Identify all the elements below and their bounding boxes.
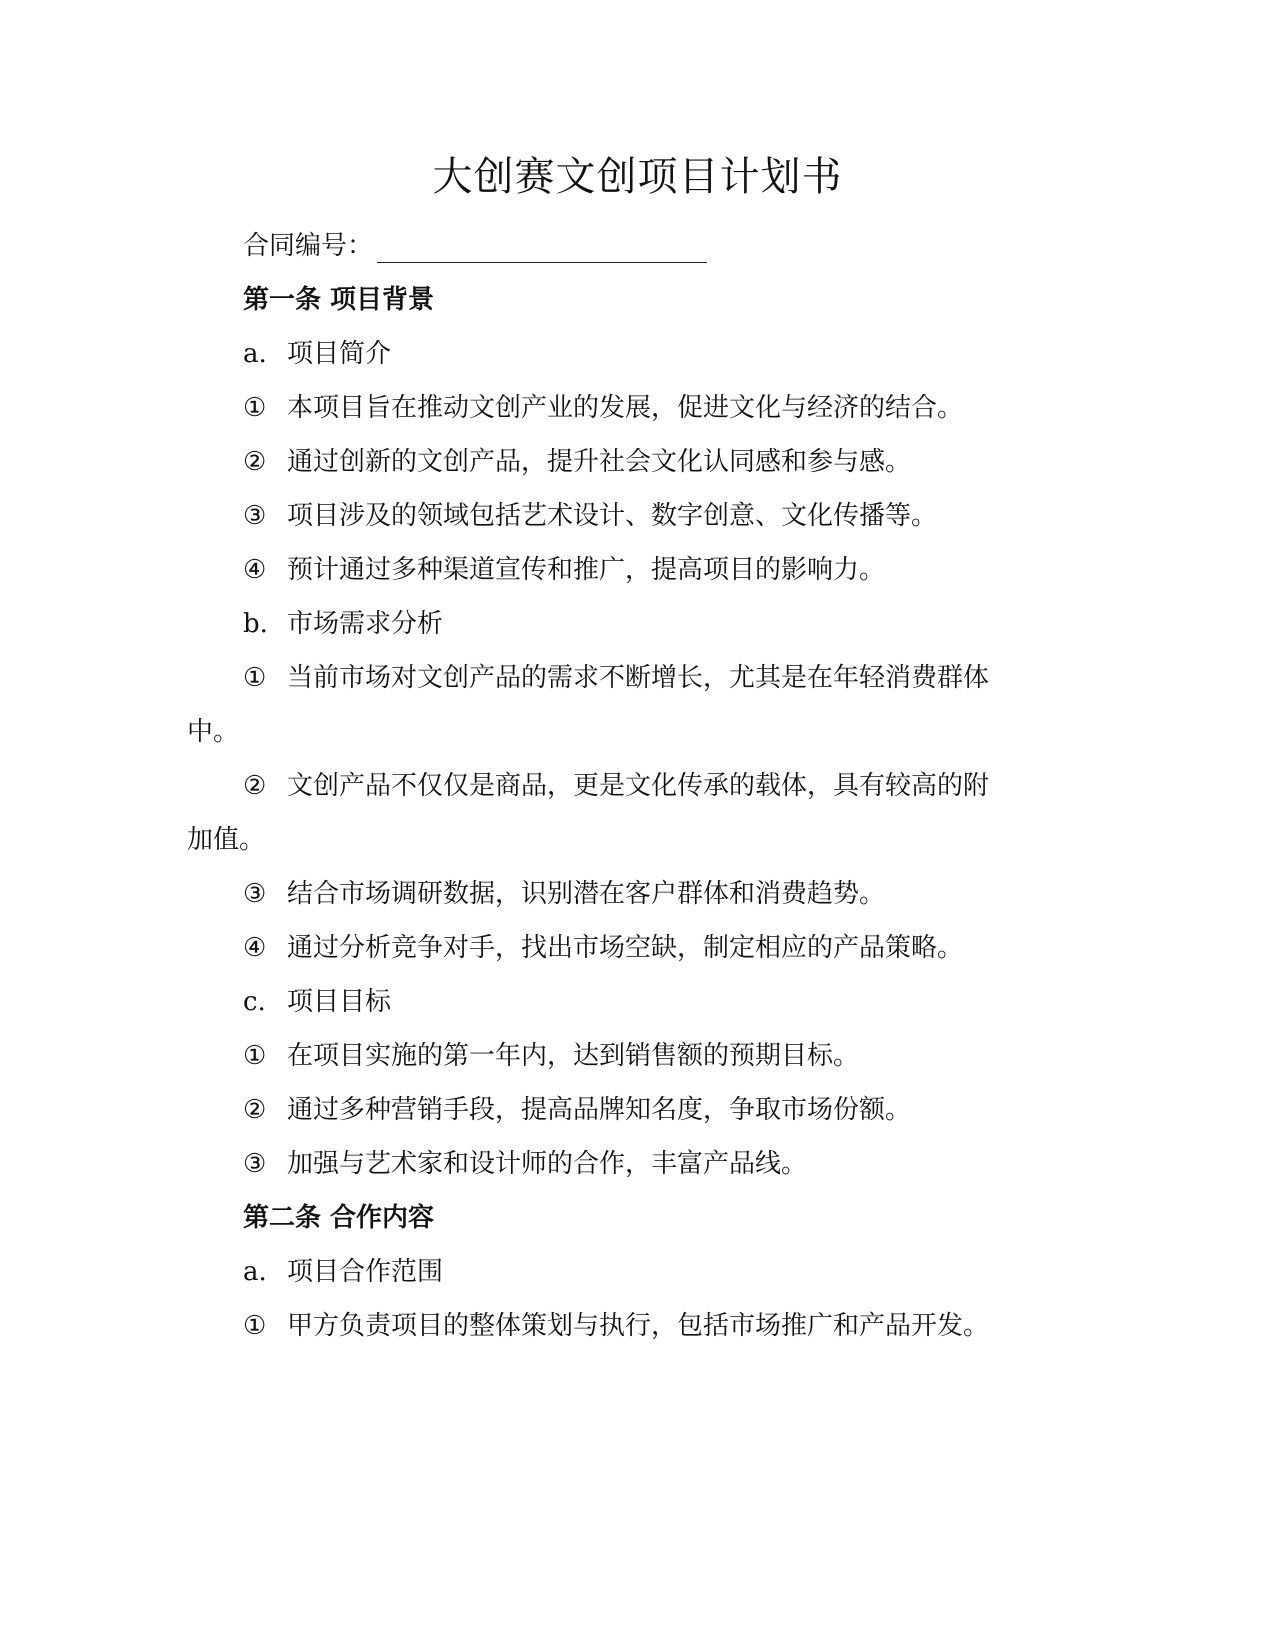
item-text: 预计通过多种渠道宣传和推广，提高项目的影响力。 — [287, 555, 886, 585]
list-item — [243, 1093, 1073, 1127]
item-marker: ① — [243, 663, 267, 693]
item-marker: ② — [243, 771, 267, 801]
list-item-continuation: 中。 — [187, 717, 240, 747]
list-item — [243, 661, 1073, 695]
item-text: 当前市场对文创产品的需求不断增长，尤其是在年轻消费群体 — [287, 663, 990, 693]
section-marker: a. — [243, 1257, 267, 1287]
item-text: 加强与艺术家和设计师的合作，丰富产品线。 — [287, 1149, 808, 1179]
section-2a-heading — [243, 1255, 1073, 1289]
list-item — [243, 391, 1073, 425]
item-marker: ④ — [243, 555, 267, 585]
item-text: 甲方负责项目的整体策划与执行，包括市场推广和产品开发。 — [287, 1311, 990, 1341]
article-2-heading: 第二条 合作内容 — [243, 1203, 435, 1233]
item-text: 在项目实施的第一年内，达到销售额的预期目标。 — [287, 1041, 860, 1071]
list-item — [243, 931, 1073, 965]
list-item — [243, 1309, 1073, 1343]
list-item — [243, 1039, 1073, 1073]
document-title: 大创赛文创项目计划书 — [432, 154, 843, 200]
item-marker: ② — [243, 1095, 267, 1125]
list-item — [243, 877, 1073, 911]
contract-number-label: 合同编号： — [243, 231, 374, 261]
section-marker: b. — [243, 609, 268, 639]
list-item — [243, 769, 1073, 803]
item-text: 通过多种营销手段，提高品牌知名度，争取市场份额。 — [287, 1095, 912, 1125]
section-marker: c. — [243, 987, 266, 1017]
section-title: 项目目标 — [287, 987, 392, 1017]
item-marker: ③ — [243, 1149, 267, 1179]
item-marker: ① — [243, 1311, 267, 1341]
section-title: 项目合作范围 — [287, 1257, 444, 1287]
item-marker: ① — [243, 393, 267, 423]
contract-number-blank — [377, 238, 707, 263]
item-text: 通过分析竞争对手，找出市场空缺，制定相应的产品策略。 — [287, 933, 964, 963]
contract-number-line — [243, 229, 1073, 263]
section-1a-heading — [243, 337, 1073, 371]
item-text: 结合市场调研数据，识别潜在客户群体和消费趋势。 — [287, 879, 886, 909]
article-1-heading: 第一条 项目背景 — [243, 285, 435, 315]
list-item-continuation: 加值。 — [187, 825, 266, 855]
item-text: 本项目旨在推动文创产业的发展，促进文化与经济的结合。 — [287, 393, 964, 423]
item-marker: ③ — [243, 879, 267, 909]
item-marker: ② — [243, 447, 267, 477]
list-item — [243, 1147, 1073, 1181]
item-text: 项目涉及的领域包括艺术设计、数字创意、文化传播等。 — [287, 501, 938, 531]
item-marker: ③ — [243, 501, 267, 531]
item-text: 通过创新的文创产品，提升社会文化认同感和参与感。 — [287, 447, 912, 477]
section-1b-heading — [243, 607, 1073, 641]
section-title: 项目简介 — [287, 339, 392, 369]
list-item — [243, 553, 1073, 587]
list-item — [243, 445, 1073, 479]
section-1c-heading — [243, 985, 1073, 1019]
section-marker: a. — [243, 339, 267, 369]
item-marker: ① — [243, 1041, 267, 1071]
item-marker: ④ — [243, 933, 267, 963]
section-title: 市场需求分析 — [287, 609, 444, 639]
item-text: 文创产品不仅仅是商品，更是文化传承的载体，具有较高的附 — [287, 771, 990, 801]
list-item — [243, 499, 1073, 533]
